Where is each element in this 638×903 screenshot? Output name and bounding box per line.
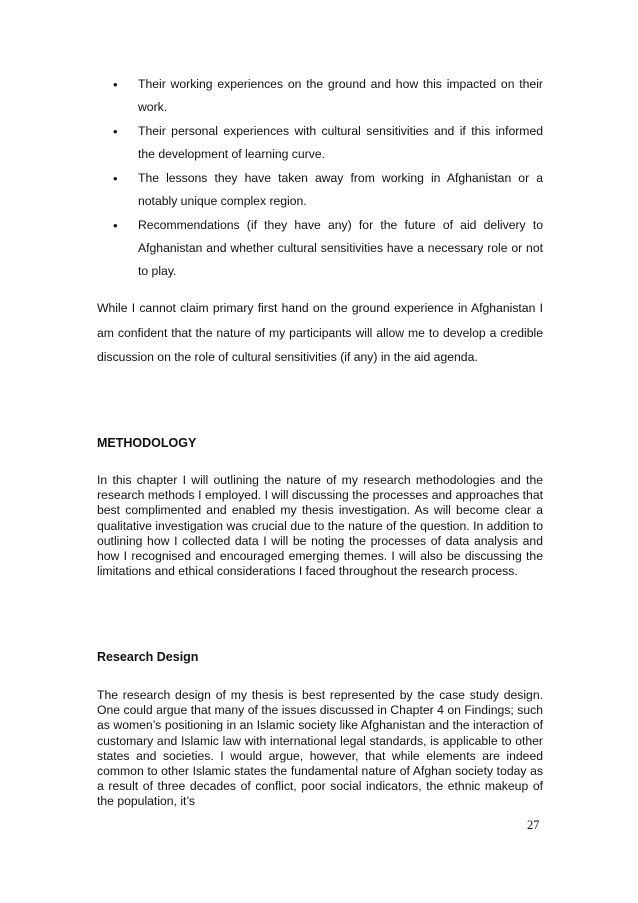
bullet-icon: • <box>113 218 118 233</box>
section-heading-research-design: Research Design <box>97 650 199 664</box>
list-item-text: Their personal experiences with cultural sensitivities and if this informed the development of learning curve. <box>138 124 543 161</box>
list-item <box>97 167 543 213</box>
bullet-icon: • <box>113 171 118 186</box>
page-number: 27 <box>527 818 540 832</box>
section-heading-methodology: METHODOLOGY <box>97 436 197 450</box>
list-item-text: Recommendations (if they have any) for the future of aid delivery to Afghanistan and whether cultural sensitivities have a necessary role or not to play. <box>138 218 543 278</box>
list-item <box>97 73 543 119</box>
paragraph-experience: While I cannot claim primary first hand on the ground experience in Afghanistan I am confident that the nature of my participants will allow me to develop a credible discussion on the role of cultural sensitivities (if any) in the aid agenda. <box>97 301 543 364</box>
paragraph-research-design: The research design of my thesis is best represented by the case study design. One could argue that many of the issues discussed in Chapter 4 on Findings; such as women’s positioning in an Islamic society like Afghanistan and the interaction of customary and Islamic law with international legal standards, is applicable to other states and societies. I would argue, however, that while elements are indeed common to other Islamic states the fundamental nature of Afghan society today as a result of three decades of conflict, poor social indicators, the ethnic makeup of the population, it’s <box>97 688 543 809</box>
bullet-list <box>97 73 543 284</box>
bullet-icon: • <box>113 124 118 139</box>
bullet-icon: • <box>113 77 118 92</box>
list-item-text: The lessons they have taken away from working in Afghanistan or a notably unique complex region. <box>138 171 543 208</box>
paragraph-methodology: In this chapter I will outlining the nature of my research methodologies and the research methods I employed. I will discussing the processes and approaches that best complimented and enabled my thesis investigation. As will become clear a qualitative investigation was crucial due to the nature of the question. In addition to outlining how I collected data I will be noting the processes of data analysis and how I recognised and encouraged emerging themes. I will also be discussing the limitations and ethical considerations I faced throughout the research process. <box>97 473 543 579</box>
list-item-text: Their working experiences on the ground and how this impacted on their work. <box>138 77 543 114</box>
list-item <box>97 214 543 283</box>
list-item <box>97 120 543 166</box>
